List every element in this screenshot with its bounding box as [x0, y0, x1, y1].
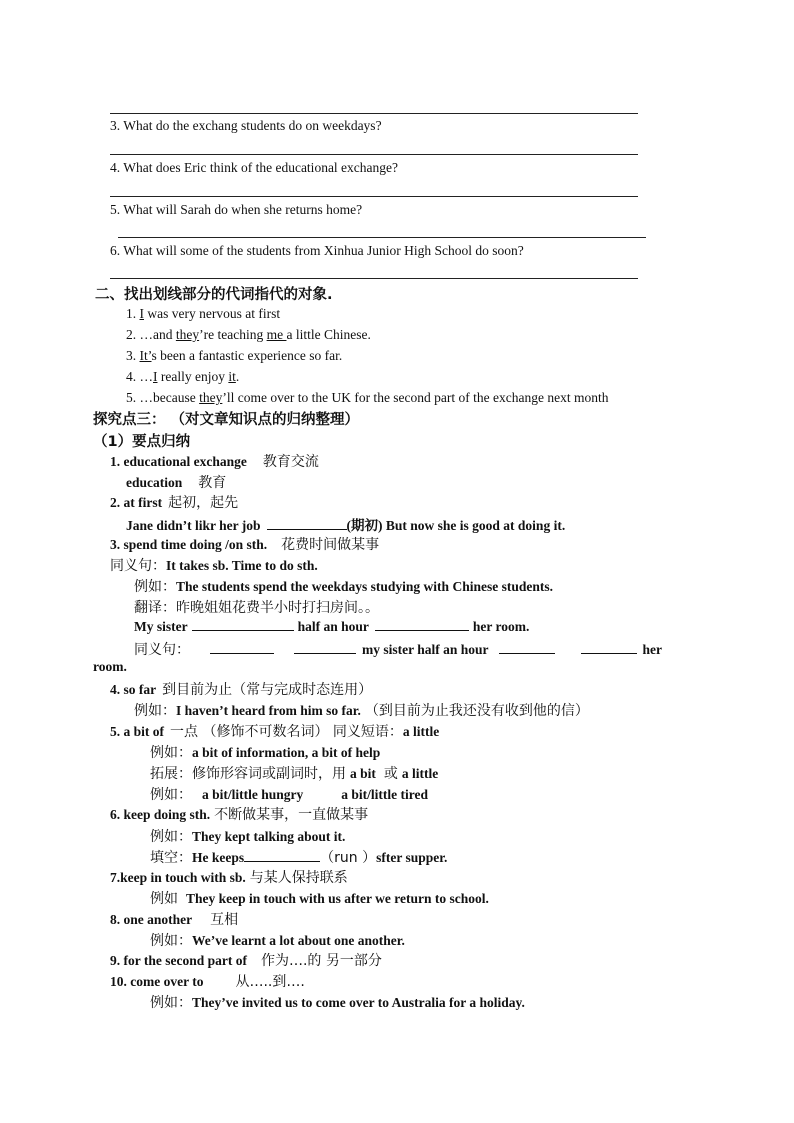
item-text: a little Chinese. — [286, 327, 371, 342]
point-3-fill — [134, 618, 529, 636]
item-prefix: 4. … — [126, 369, 153, 384]
underlined-pronoun: they — [175, 327, 200, 342]
label: 同义句： — [110, 558, 166, 574]
item-prefix: 5. …because — [126, 390, 200, 405]
synonym: It takes sb. Time to do sth. — [166, 558, 318, 573]
answer-line — [118, 237, 646, 238]
phrase: 9. for the second part of — [110, 953, 247, 968]
point-6-example — [150, 826, 345, 846]
explore-subtitle: （1）要点归纳 — [93, 434, 191, 450]
answer-line — [110, 196, 638, 197]
point-1 — [110, 451, 319, 471]
point-3-synonym-fill — [134, 639, 662, 659]
underlined-pronoun: they — [199, 390, 223, 405]
point-10-example — [150, 992, 525, 1012]
point-3-synonym — [110, 555, 318, 575]
fill-blank[interactable] — [244, 850, 320, 862]
question-3: 3. What do the exchang students do on weekdays? — [110, 118, 382, 133]
point-7-example — [150, 888, 489, 908]
translation: （到目前为止我还没有收到他的信） — [364, 703, 589, 719]
fill-text: my sister half an hour — [362, 642, 489, 657]
example-text: a bit/little tired — [341, 787, 429, 802]
meaning: 到目前为止（常与完成时态连用） — [162, 682, 373, 698]
pronoun-item-2 — [126, 327, 371, 343]
point-1b — [126, 472, 226, 492]
item-prefix: 2. …and — [126, 327, 176, 342]
point-6 — [110, 804, 368, 824]
meaning: 作为….的 另一部分 — [260, 953, 382, 969]
fill-text: He keeps — [192, 850, 245, 865]
point-8 — [110, 909, 238, 929]
example-text: They’ve invited us to come over to Australia for a holiday. — [192, 995, 525, 1010]
label: 例如： — [150, 933, 192, 949]
underlined-pronoun: it — [228, 369, 236, 384]
explore-title: 探究点三： （对文章知识点的归纳整理） — [93, 412, 360, 428]
example-text: (期初) But now she is good at doing it. — [346, 518, 566, 533]
item-prefix: 1. — [126, 306, 140, 321]
meaning: 从…..到…. — [235, 974, 305, 990]
label: 例如： — [134, 703, 176, 719]
example-text: a little — [401, 766, 439, 781]
example-text: They keep in touch with us after we return to school. — [186, 891, 489, 906]
label: 填空： — [150, 850, 192, 866]
label: 例如： — [150, 745, 192, 761]
phrase: 10. come over to — [110, 974, 204, 989]
underlined-pronoun: It’ — [139, 348, 152, 363]
fill-blank[interactable] — [267, 518, 347, 530]
answer-line — [110, 154, 638, 155]
point-10 — [110, 971, 305, 991]
item-text: ’re teaching — [199, 327, 267, 342]
point-7 — [110, 867, 348, 887]
answer-line — [110, 113, 638, 114]
label: 或 — [383, 766, 398, 782]
point-3 — [110, 534, 379, 554]
phrase: 6. keep doing sth. — [110, 807, 211, 822]
point-2-example — [126, 514, 565, 535]
example-text: a bit of information, a bit of help — [192, 745, 381, 760]
answer-line — [110, 278, 638, 279]
point-3-translate: 翻译：昨晚姐姐花费半小时打扫房间。。 — [134, 600, 379, 616]
example-text: We’ve learnt a lot about one another. — [192, 933, 405, 948]
fill-text: sfter supper. — [376, 850, 448, 865]
fill-text: My sister — [134, 619, 188, 634]
phrase: 4. so far — [110, 682, 157, 697]
meaning: 教育交流 — [262, 454, 319, 470]
item-text: ’ll come over to the UK for the second part of the exchange next month — [222, 390, 609, 405]
phrase: 2. at first — [110, 495, 163, 510]
meaning: 一点 （修饰不可数名词） 同义短语： — [170, 724, 403, 740]
example-text: a bit — [350, 766, 376, 781]
fill-text: her room. — [472, 619, 530, 634]
item-text: really enjoy — [157, 369, 229, 384]
meaning: 教育 — [198, 475, 227, 491]
label: 例如： — [134, 579, 176, 595]
question-6: 6. What will some of the students from Xinhua Junior High School do soon? — [110, 243, 524, 258]
phrase: 5. a bit of — [110, 724, 164, 739]
meaning: 与某人保持联系 — [249, 870, 348, 886]
point-2 — [110, 492, 238, 512]
point-3-synonym-fill-cont: room. — [93, 659, 127, 674]
example-text: I haven’t heard from him so far. — [176, 703, 361, 718]
pronoun-item-3 — [126, 348, 342, 364]
example-text: a bit/little hungry — [202, 787, 304, 802]
point-9 — [110, 950, 382, 970]
label: 例如： — [150, 829, 192, 845]
question-5: 5. What will Sarah do when she returns home? — [110, 202, 363, 217]
question-4: 4. What does Eric think of the educational exchange? — [110, 160, 399, 175]
phrase: 7.keep in touch with sb. — [110, 870, 246, 885]
pronoun-item-4 — [126, 369, 239, 385]
label: 例如： — [150, 787, 192, 803]
phrase: 8. one another — [110, 912, 193, 927]
point-4 — [110, 679, 372, 699]
fill-blank[interactable] — [210, 642, 274, 654]
point-6-fill — [150, 847, 447, 867]
label: 例如 — [150, 891, 178, 907]
fill-blank[interactable] — [294, 642, 356, 654]
fill-text: her — [642, 642, 663, 657]
hint: （run ） — [320, 850, 377, 866]
meaning: 起初，起先 — [168, 495, 239, 511]
synonym: a little — [402, 724, 440, 739]
point-8-example — [150, 930, 405, 950]
fill-blank[interactable] — [375, 619, 469, 631]
meaning: 互相 — [210, 912, 239, 928]
point-5 — [110, 721, 439, 741]
example-text: Jane didn’t likr her job — [126, 518, 261, 533]
fill-blank[interactable] — [499, 642, 555, 654]
fill-blank[interactable] — [581, 642, 637, 654]
underlined-pronoun: I — [139, 306, 144, 321]
underlined-pronoun: I — [153, 369, 158, 384]
fill-blank[interactable] — [192, 619, 294, 631]
phrase: 3. spend time doing /on sth. — [110, 537, 268, 552]
section-2-title: 二、找出划线部分的代词指代的对象. — [95, 287, 333, 303]
meaning: 花费时间做某事 — [281, 537, 380, 553]
example-text: They kept talking about it. — [192, 829, 346, 844]
example-text: The students spend the weekdays studying with Chinese students. — [176, 579, 553, 594]
phrase: education — [126, 475, 183, 490]
meaning: 不断做某事，一直做某事 — [214, 807, 369, 823]
item-prefix: 3. — [126, 348, 140, 363]
underlined-pronoun: me — [266, 327, 287, 342]
point-5-example-2 — [150, 784, 428, 804]
point-5-extension — [150, 763, 438, 783]
phrase: 1. educational exchange — [110, 454, 247, 469]
label: 同义句： — [134, 642, 190, 658]
point-3-example — [134, 576, 553, 596]
label: 拓展：修饰形容词或副词时，用 — [150, 766, 346, 782]
pronoun-item-5 — [126, 390, 608, 406]
label: 例如： — [150, 995, 192, 1011]
fill-text: half an hour — [297, 619, 369, 634]
point-5-example — [150, 742, 380, 762]
pronoun-item-1 — [126, 306, 280, 322]
item-text: . — [235, 369, 240, 384]
item-text: s been a fantastic experience so far. — [151, 348, 343, 363]
point-4-example — [134, 700, 589, 720]
item-text: was very nervous at first — [144, 306, 281, 321]
